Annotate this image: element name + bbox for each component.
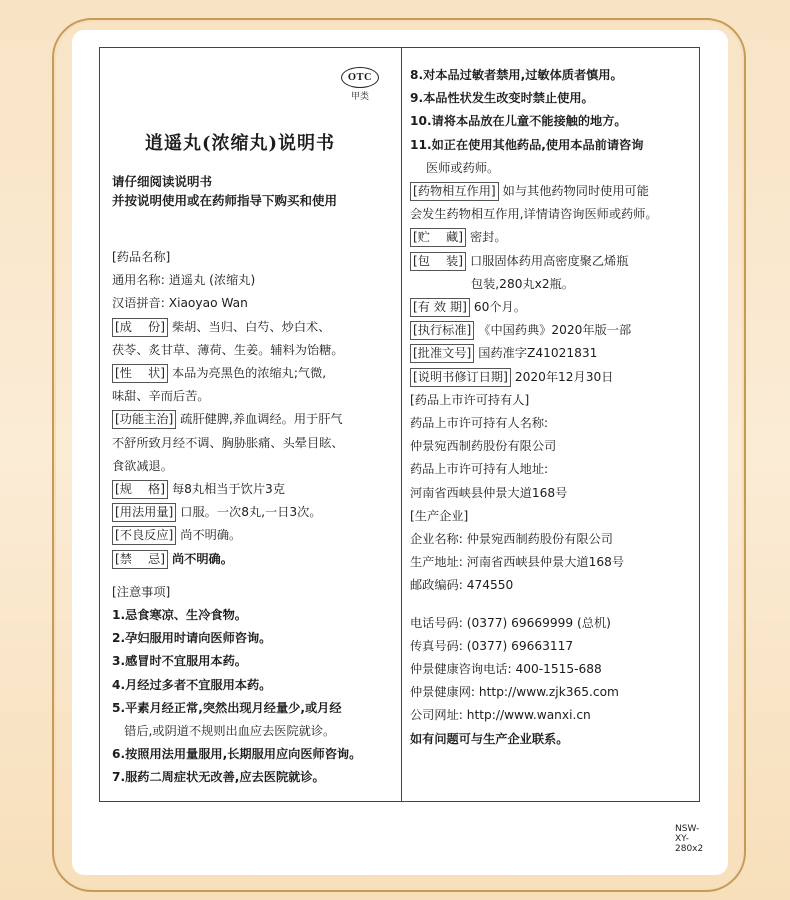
text-row — [112, 766, 325, 789]
text-row — [410, 505, 468, 528]
text-row — [410, 704, 591, 727]
row-text: 尚不明确。 — [180, 528, 242, 543]
section-label: [功能主治] — [112, 410, 176, 429]
text-row — [112, 362, 326, 385]
row-text: 密封。 — [469, 230, 507, 245]
text-row — [112, 501, 322, 524]
row-text: [药品上市许可持有人] — [410, 392, 530, 407]
row-text: 《中国药典》2020年版一部 — [478, 323, 632, 338]
text-row — [112, 455, 173, 478]
section-label: [执行标准] — [410, 321, 474, 340]
text-row — [410, 366, 613, 389]
document-title: 逍遥丸(浓缩丸)说明书 — [144, 133, 336, 154]
row-text: 不舒所致月经不调、胸胁胀痛、头晕目眩、 — [112, 435, 344, 450]
row-text: 汉语拼音: Xiaoyao Wan — [112, 296, 248, 311]
text-row — [410, 319, 631, 342]
text-row — [112, 743, 361, 766]
text-row — [410, 681, 619, 704]
section-label: [有 效 期] — [410, 298, 470, 317]
section-label: [成 份] — [112, 318, 168, 337]
text-row — [410, 389, 529, 412]
text-row — [410, 87, 594, 110]
otc-mark — [329, 65, 391, 102]
text-row — [410, 551, 624, 574]
row-text: 生产地址: 河南省西峡县仲景大道168号 — [410, 555, 625, 570]
text-row — [410, 482, 567, 505]
text-row — [410, 64, 623, 87]
row-text: 茯苓、炙甘草、薄荷、生姜。辅料为饴糖。 — [112, 342, 344, 357]
text-row — [410, 728, 568, 751]
text-row — [410, 412, 548, 435]
row-text: 3.感冒时不宜服用本药。 — [112, 654, 247, 669]
text-row — [112, 650, 247, 673]
section-label: [说明书修订日期] — [410, 368, 511, 387]
row-text: 5.平素月经正常,突然出现月经量少,或月经 — [112, 700, 342, 715]
reading-notice — [112, 172, 337, 210]
text-row — [410, 203, 658, 226]
row-text: 食欲减退。 — [112, 458, 173, 473]
row-text: 11.如正在使用其他药品,使用本品前请咨询 — [410, 137, 644, 152]
text-row — [410, 635, 573, 658]
row-text: 医师或药师。 — [410, 160, 500, 175]
row-text: [注意事项] — [112, 584, 171, 599]
row-text: 1.忌食寒凉、生冷食物。 — [112, 608, 247, 622]
row-text: [药品名称] — [112, 250, 171, 264]
row-text: 9.本品性状发生改变时禁止使用。 — [410, 91, 594, 106]
section-label: [不良反应] — [112, 526, 176, 545]
text-row — [410, 435, 556, 458]
row-text: 如有问题可与生产企业联系。 — [410, 731, 569, 746]
row-text: 尚不明确。 — [171, 551, 233, 566]
row-text: 药品上市许可持有人名称: — [410, 416, 549, 430]
text-row — [410, 250, 628, 273]
section-label: [批准文号] — [410, 344, 474, 363]
text-row — [112, 408, 343, 431]
row-text: 疏肝健脾,养血调经。用于肝气 — [180, 412, 343, 427]
text-row — [112, 269, 255, 292]
footer-code: NSW-XY-280x2 — [675, 824, 704, 854]
text-row — [410, 134, 643, 157]
row-text: [生产企业] — [410, 508, 469, 523]
text-row — [410, 612, 611, 635]
text-row — [112, 720, 335, 743]
section-label: [用法用量] — [112, 503, 176, 522]
row-text: 仲景健康咨询电话: 400-1515-688 — [410, 662, 602, 676]
notice-line-2: 并按说明使用或在药师指导下购买和使用 — [112, 193, 338, 208]
text-row — [112, 246, 170, 269]
section-label: [性 状] — [112, 364, 168, 383]
text-row — [410, 296, 526, 319]
row-text: 8.对本品过敏者禁用,过敏体质者慎用。 — [410, 68, 623, 82]
row-text: 口服。一次8丸,一日3次。 — [180, 505, 322, 520]
text-row — [112, 292, 248, 315]
text-row — [112, 627, 271, 650]
section-label: [规 格] — [112, 480, 168, 499]
text-row — [112, 581, 170, 604]
row-text: 邮政编码: 474550 — [410, 578, 514, 593]
section-label: [贮 藏] — [410, 228, 466, 247]
text-row — [410, 157, 499, 180]
text-row — [112, 674, 271, 697]
row-text: 仲景宛西制药股份有限公司 — [410, 439, 557, 454]
row-text: 味甜、辛而后苦。 — [112, 389, 210, 404]
row-text: 药品上市许可持有人地址: — [410, 462, 549, 477]
text-row — [112, 432, 344, 455]
section-label: [药物相互作用] — [410, 182, 499, 201]
text-row — [410, 226, 507, 249]
row-text: 6.按照用法用量服用,长期服用应向医师咨询。 — [112, 747, 362, 762]
text-row — [410, 528, 613, 551]
text-row — [112, 316, 330, 339]
row-text: 2.孕妇服用时请向医师咨询。 — [112, 631, 272, 646]
row-text: 电话号码: (0377) 69669999 (总机) — [410, 615, 611, 630]
row-text: 错后,或阴道不规则出血应去医院就诊。 — [112, 724, 336, 738]
text-row — [112, 604, 247, 627]
section-label: [禁 忌] — [112, 550, 168, 569]
text-row — [410, 658, 602, 681]
text-row — [410, 574, 513, 597]
otc-badge: OTC — [341, 67, 379, 88]
row-text: 4.月经过多者不宜服用本药。 — [112, 677, 272, 692]
row-text: 10.请将本品放在儿童不能接触的地方。 — [410, 114, 627, 129]
text-row — [112, 524, 241, 547]
row-text: 会发生药物相互作用,详情请咨询医师或药师。 — [410, 207, 658, 222]
row-text: 60个月。 — [473, 300, 526, 314]
text-row — [112, 697, 342, 720]
otc-category: 甲类 — [350, 92, 369, 102]
row-text: 国药准字Z41021831 — [478, 346, 598, 361]
row-text: 每8丸相当于饮片3克 — [171, 482, 285, 496]
column-divider — [401, 48, 402, 801]
text-row — [410, 342, 597, 365]
row-text: 河南省西峡县仲景大道168号 — [410, 485, 568, 500]
row-text: 7.服药二周症状无改善,应去医院就诊。 — [112, 770, 325, 785]
text-row — [112, 339, 344, 362]
notice-line-1: 请仔细阅读说明书 — [112, 174, 213, 189]
row-text: 包装,280丸x2瓶。 — [410, 276, 574, 291]
row-text: 口服固体药用高密度聚乙烯瓶 — [469, 253, 629, 268]
row-text: 2020年12月30日 — [514, 369, 614, 384]
instruction-leaflet — [99, 47, 704, 854]
text-row — [112, 385, 210, 408]
text-row — [410, 180, 649, 203]
row-text: 通用名称: 逍遥丸 (浓缩丸) — [112, 273, 256, 288]
row-text: 传真号码: (0377) 69663117 — [410, 638, 574, 653]
text-row — [410, 110, 627, 133]
text-row — [410, 273, 574, 296]
row-text: 柴胡、当归、白芍、炒白术、 — [171, 319, 331, 334]
text-row — [112, 548, 233, 571]
row-text: 仲景健康网: http://www.zjk365.com — [410, 685, 619, 700]
row-text: 如与其他药物同时使用可能 — [502, 184, 649, 198]
text-row — [410, 458, 548, 481]
row-text: 公司网址: http://www.wanxi.cn — [410, 708, 591, 723]
row-text: 本品为亮黑色的浓缩丸;气微, — [171, 366, 327, 380]
section-label: [包 装] — [410, 252, 466, 271]
text-row — [112, 478, 285, 501]
row-text: 企业名称: 仲景宛西制药股份有限公司 — [410, 532, 613, 546]
